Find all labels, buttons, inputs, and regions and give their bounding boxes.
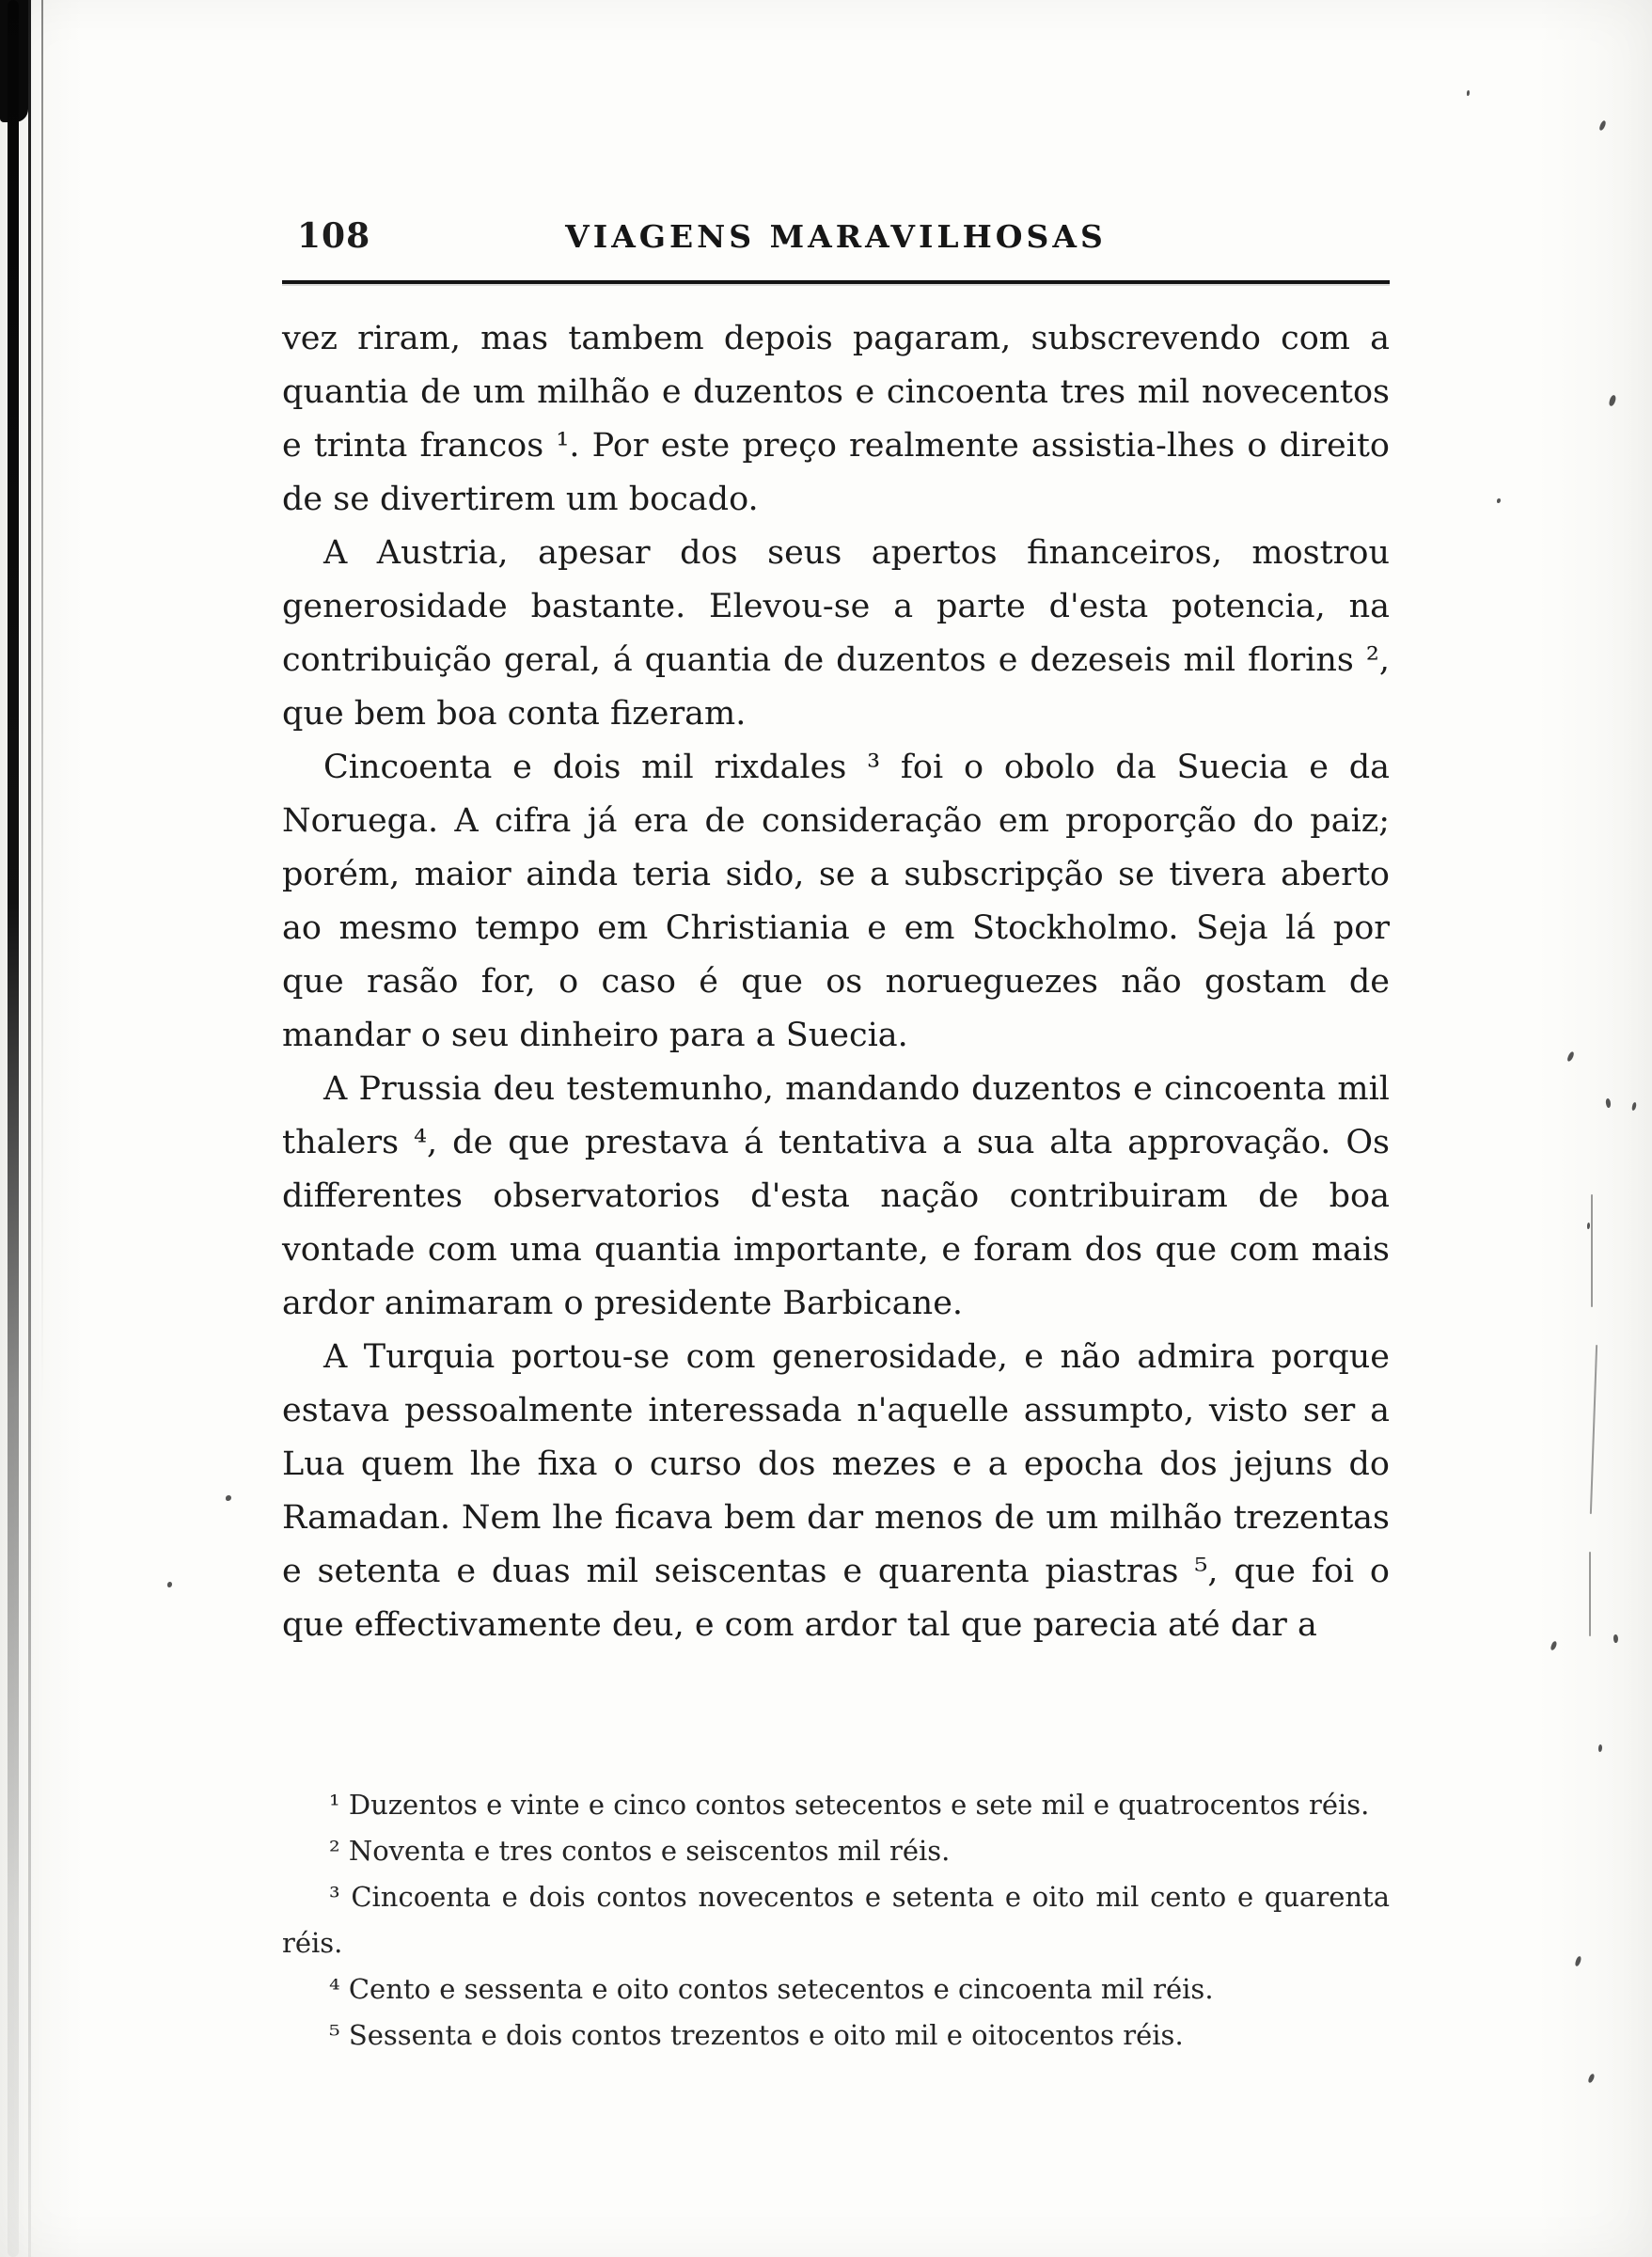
page-header	[282, 213, 1390, 271]
footnote: ² Noventa e tres contos e seiscentos mil réis.	[329, 1835, 951, 1867]
paragraph: A Turquia portou-se com generosidade, e não admira porque estava pessoalmente interessada n'aquelle assumpto, visto ser a Lua quem lhe fixa o curso dos mezes e a epocha dos jejuns do Ramadan. Nem lhe ficava bem dar menos de um milhão trezentas e setenta e duas mil seiscentas e quarenta piastras ⁵, que foi o que effectivamente deu, e com ardor tal que parecia até dar a	[282, 1338, 1390, 1644]
binding-crease-line	[28, 0, 31, 2257]
binding-crease-line-2	[41, 0, 43, 1411]
body-text	[282, 312, 1390, 1652]
scan-speck	[1613, 1634, 1618, 1644]
scan-speck	[1598, 119, 1606, 131]
footnotes	[282, 1782, 1390, 2059]
scan-speck	[1566, 1050, 1575, 1062]
paragraph: vez riram, mas tambem depois pagaram, subscrevendo com a quantia de um milhão e duzentos e cincoenta tres mil novecentos e trinta francos ¹. Por este preço realmente assistia-lhes o direito de se divertirem um bocado.	[282, 320, 1390, 518]
scan-speck	[1605, 1098, 1612, 1109]
running-title: VIAGENS MARAVILHOSAS	[565, 218, 1107, 255]
footnote: ³ Cincoenta e dois contos novecentos e setenta e oito mil cento e quarenta réis.	[282, 1881, 1390, 1959]
scan-speck	[1598, 1744, 1602, 1752]
scan-speck	[167, 1582, 172, 1587]
binding-edge	[8, 0, 19, 2257]
scan-scratch	[1590, 1345, 1597, 1514]
scan-speck	[1497, 498, 1501, 503]
scan-speck	[1467, 90, 1470, 96]
text-block	[282, 213, 1390, 2059]
scan-speck	[1587, 1223, 1590, 1229]
scan-scratch	[1589, 1552, 1591, 1636]
paragraph: A Austria, apesar dos seus apertos financeiros, mostrou generosidade bastante. Elevou-se a parte d'esta potencia, na contribuição geral, á quantia de duzentos e dezeseis mil florins ², que bem boa conta fizeram.	[282, 534, 1390, 733]
scan-scratch	[1591, 1194, 1593, 1307]
scan-speck	[1587, 2073, 1595, 2083]
scan-speck	[1609, 394, 1617, 406]
footnote: ¹ Duzentos e vinte e cinco contos setecentos e sete mil e quatrocentos réis.	[329, 1789, 1370, 1821]
footnote: ⁴ Cento e sessenta e oito contos setecentos e cincoenta mil réis.	[329, 1973, 1214, 2005]
scan-speck	[1631, 1102, 1637, 1112]
paragraph: Cincoenta e dois mil rixdales ³ foi o obolo da Suecia e da Noruega. A cifra já era de consideração em proporção do paiz; porém, maior ainda teria sido, se a subscripção se tivera aberto ao mesmo tempo em Christiania e em Stockholmo. Seja lá por que rasão for, o caso é que os norueguezes não gostam de mandar o seu dinheiro para a Suecia.	[282, 749, 1390, 1054]
footnote: ⁵ Sessenta e dois contos trezentos e oito mil e oitocentos réis.	[329, 2019, 1184, 2051]
paragraph: A Prussia deu testemunho, mandando duzentos e cincoenta mil thalers ⁴, de que prestava á tentativa a sua alta approvação. Os differentes observatorios d'esta nação contribuiram de boa vontade com uma quantia importante, e foram dos que com mais ardor animaram o presidente Barbicane.	[282, 1070, 1390, 1322]
header-rule	[282, 280, 1390, 284]
scan-speck	[1575, 1956, 1582, 1967]
scan-speck	[226, 1495, 231, 1501]
scan-speck	[1550, 1640, 1558, 1650]
page-number: 108	[297, 216, 371, 256]
